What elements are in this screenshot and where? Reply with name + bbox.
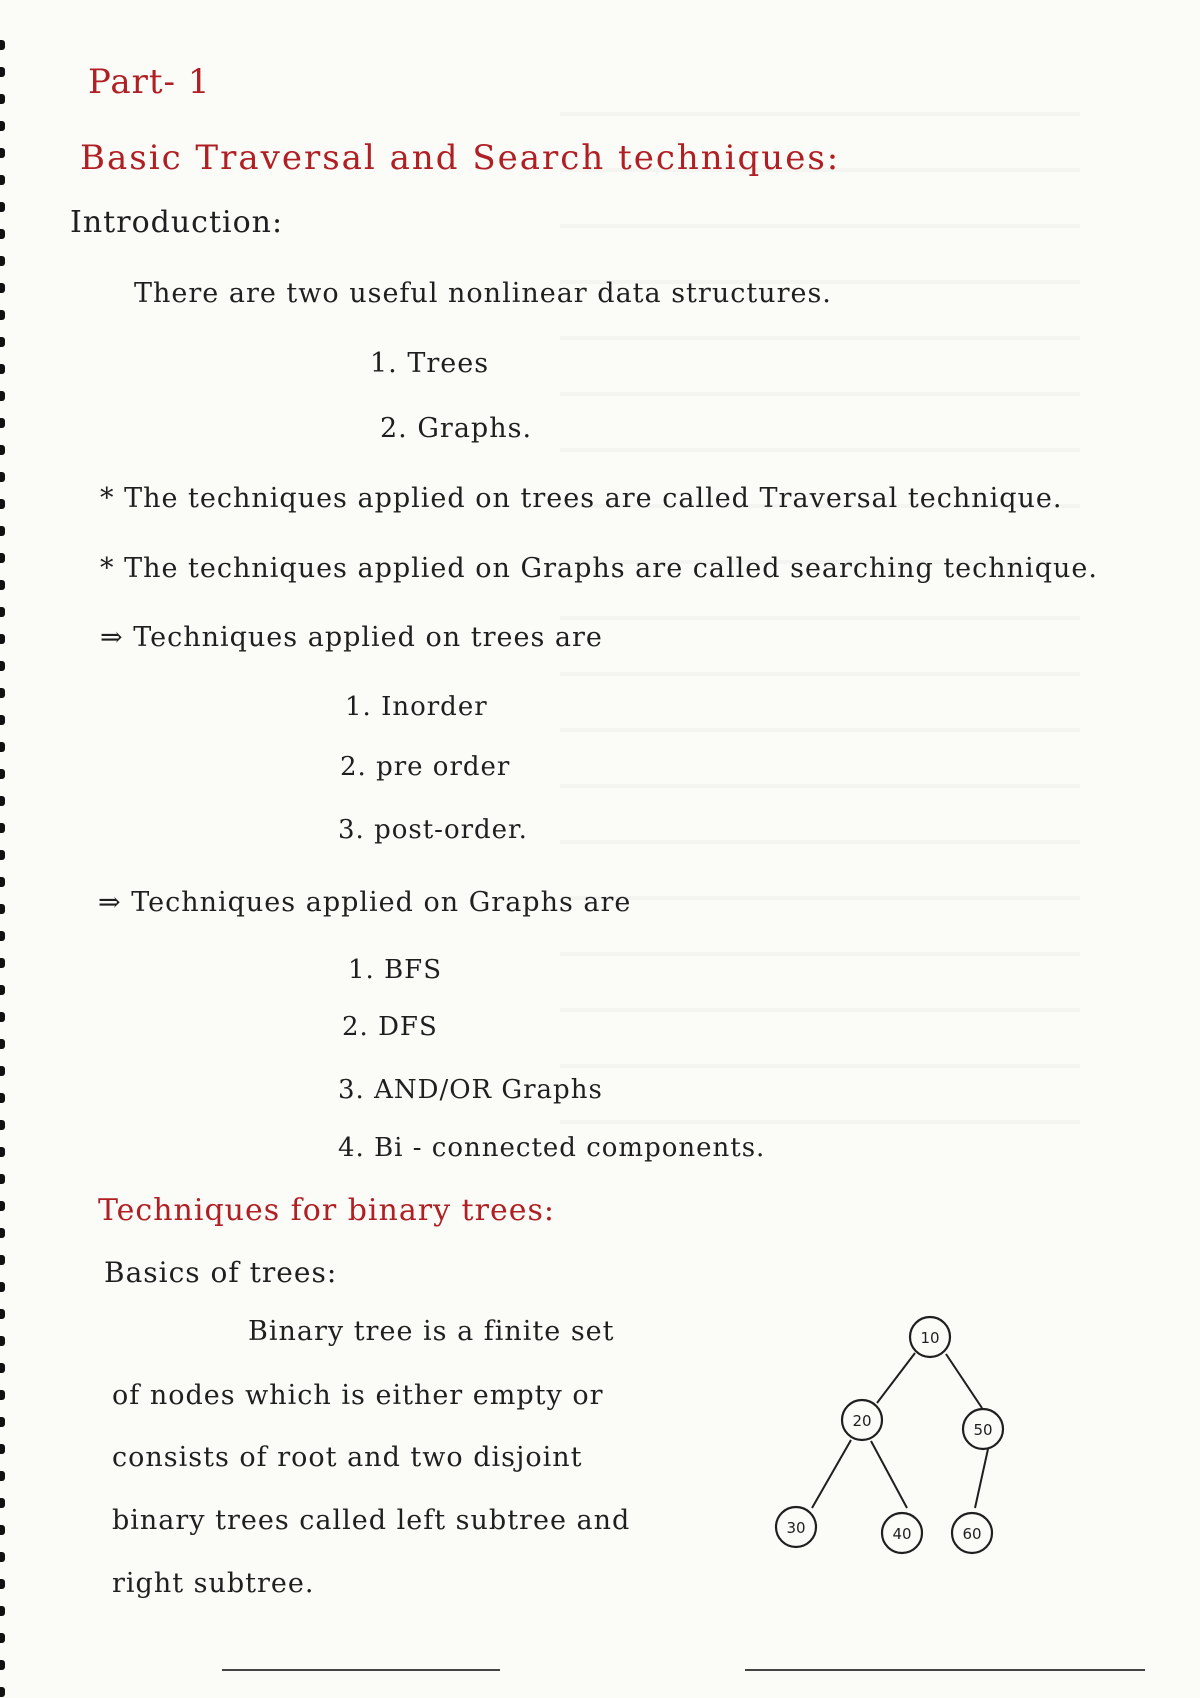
intro-text: There are two useful nonlinear data structures.	[134, 278, 832, 309]
tree-node-label: 10	[920, 1329, 940, 1347]
tree-edge	[946, 1354, 982, 1408]
tree-edge	[871, 1441, 907, 1508]
tree-edge	[975, 1449, 988, 1508]
tree-node-label: 40	[892, 1525, 912, 1543]
definition-line: binary trees called left subtree and	[112, 1505, 631, 1536]
part-label: Part- 1	[88, 62, 211, 102]
tree-technique-item: 3. post-order.	[338, 815, 528, 845]
graph-technique-item: 2. DFS	[342, 1012, 438, 1042]
bullet-traversal: * The techniques applied on trees are called Traversal technique.	[100, 483, 1063, 514]
tree-edge	[877, 1353, 915, 1403]
bullet-searching: * The techniques applied on Graphs are called searching technique.	[100, 553, 1098, 584]
graph-technique-item: 4. Bi - connected components.	[338, 1133, 766, 1163]
tree-node-label: 20	[852, 1412, 872, 1430]
tree-node-label: 30	[786, 1519, 806, 1537]
tree-technique-item: 2. pre order	[340, 752, 511, 782]
definition-line: of nodes which is either empty or	[112, 1380, 604, 1411]
graph-techniques-intro: ⇒ Techniques applied on Graphs are	[98, 887, 632, 918]
tree-techniques-intro: ⇒ Techniques applied on trees are	[100, 622, 603, 653]
tree-edge	[812, 1440, 851, 1508]
structure-item: 2. Graphs.	[380, 413, 533, 444]
tree-technique-item: 1. Inorder	[345, 692, 488, 722]
structure-item: 1. Trees	[370, 348, 490, 379]
basics-label: Basics of trees:	[104, 1256, 338, 1289]
definition-line: Binary tree is a finite set	[248, 1316, 615, 1347]
definition-line: right subtree.	[112, 1568, 315, 1599]
tree-node-label: 50	[973, 1421, 993, 1439]
binary-trees-heading: Techniques for binary trees:	[98, 1193, 555, 1228]
section-heading: Basic Traversal and Search techniques:	[80, 138, 841, 178]
page-bottom-rule	[745, 1669, 1145, 1671]
definition-line: consists of root and two disjoint	[112, 1442, 583, 1473]
intro-label: Introduction:	[70, 205, 284, 240]
graph-technique-item: 1. BFS	[348, 955, 443, 985]
graph-technique-item: 3. AND/OR Graphs	[338, 1075, 603, 1105]
page-bottom-rule	[222, 1669, 500, 1671]
tree-node-label: 60	[962, 1525, 982, 1543]
